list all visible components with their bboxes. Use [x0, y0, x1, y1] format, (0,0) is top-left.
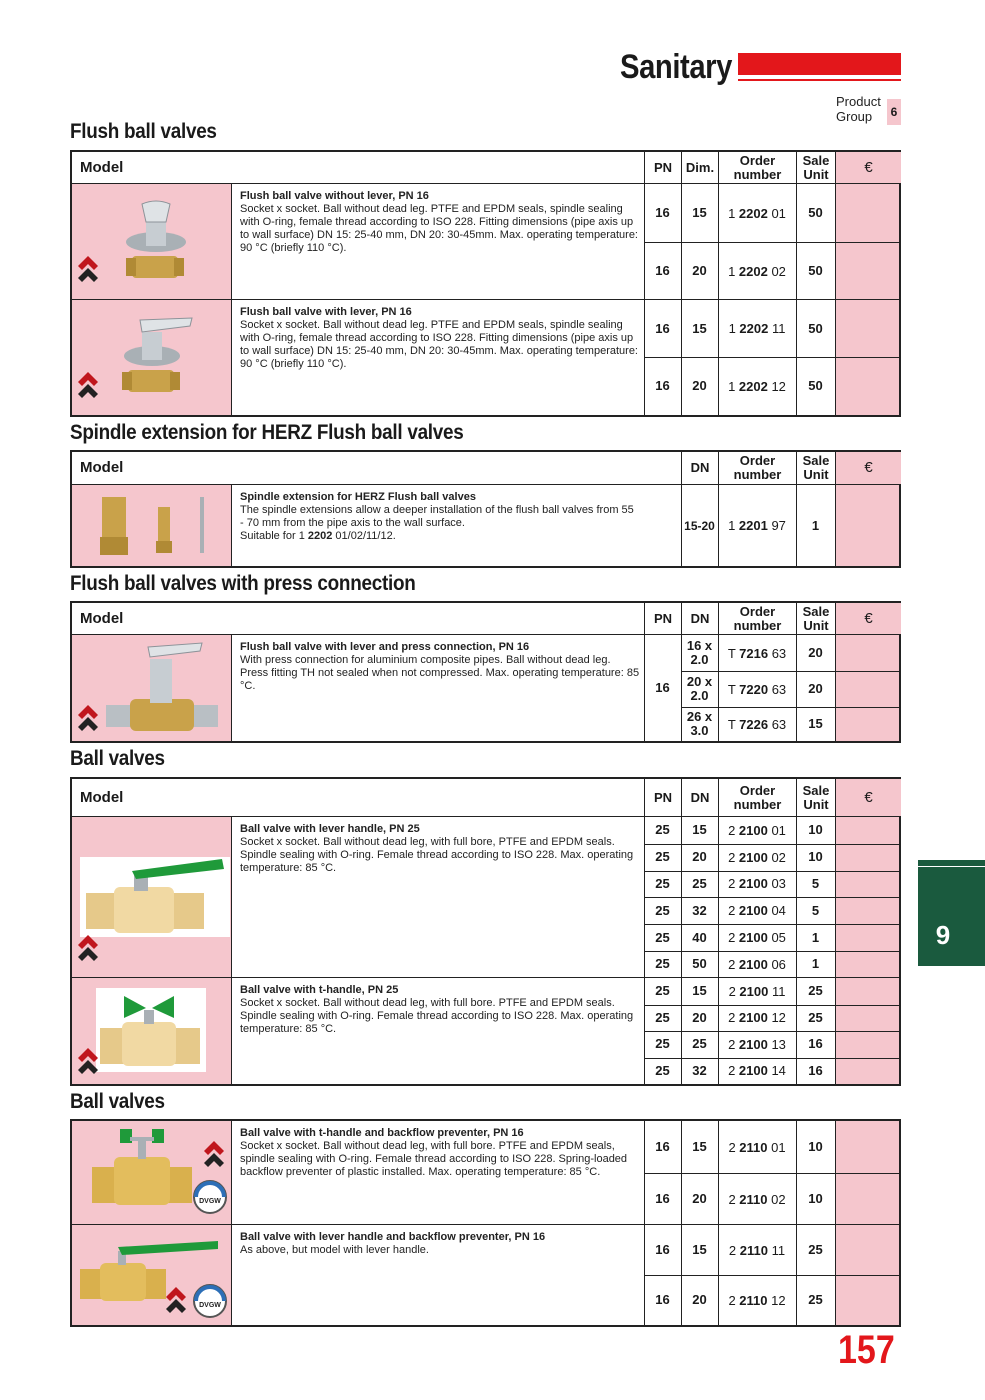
dvgw-certification-icon: [192, 1283, 228, 1319]
product-image-cell: [72, 635, 232, 741]
dn-value: 32: [692, 1062, 707, 1078]
dn-value: 50: [692, 956, 707, 972]
product-description: Flush ball valve without lever, PN 16 Socket x socket. Ball without dead leg. PTFE and EPDM seals, spindle sealing with O-ring, female thread according to ISO 228. Fitting dimensions (pipe axis up to wall surface) DN 15: 25-40 mm, DN 20: 30-45mm. Max. operating temperature: 90 °C (briefly 110 °C).: [240, 190, 638, 254]
herz-logo-icon: [164, 1285, 188, 1319]
order-number: 2 2100 12: [728, 1010, 786, 1026]
herz-logo-icon: [76, 703, 100, 737]
sale-unit-value: 1: [811, 956, 820, 972]
herz-logo-icon: [76, 933, 100, 967]
order-number: T 7220 63: [727, 681, 787, 697]
table-header: Model PN DN Order number Sale Unit €: [72, 603, 899, 635]
page-title: Sanitary: [620, 48, 732, 86]
ball-valve-t-handle-image: [96, 988, 206, 1072]
herz-logo-icon: [76, 1046, 100, 1080]
order-number: 2 2110 02: [728, 1191, 786, 1207]
section-title-ball-valves-backflow: Ball valves: [70, 1090, 165, 1113]
pn-value: 25: [655, 1036, 670, 1052]
order-number: 2 2100 03: [728, 876, 786, 892]
herz-logo-icon: [76, 370, 100, 404]
product-description: Ball valve with lever handle and backflow preventer, PN 16 As above, but model with lever handle.: [240, 1231, 546, 1256]
dn-value: 25: [692, 875, 707, 891]
flush-valve-image: [112, 198, 192, 284]
sale-unit-value: 16: [808, 1036, 823, 1052]
product-row: [72, 978, 899, 1084]
pn-value: 25: [655, 849, 670, 865]
table-header: Model PN DN Order number Sale Unit €: [72, 779, 899, 817]
order-number: 1 2202 12: [728, 378, 786, 394]
table-ball-valves-backflow: [70, 1119, 901, 1327]
sale-unit-value: 10: [808, 822, 823, 838]
pn-value: 16: [655, 1139, 670, 1154]
ball-valve-lever-image: [80, 857, 230, 937]
product-description: Flush ball valve with lever, PN 16 Socket x socket. Ball without dead leg. PTFE and EPDM seals, spindle sealing with O-ring, female thread according to ISO 228. Fitting dimensions (pipe axis up to wall surface) DN 15: 25-40 mm, DN 20: 30-45mm. Max. operating temperature: 90 °C (briefly 110 °C).: [240, 306, 638, 370]
pn-value: 25: [655, 929, 670, 945]
product-description: Ball valve with t-handle, PN 25 Socket x socket. Ball without dead leg, with full bore. PTFE and EPDM seals. Spindle sealing with O-ring. Female thread according to ISO 228. Max. operating temperature: 85 °C.: [240, 984, 634, 1035]
dn-value: 20: [692, 1292, 707, 1307]
product-image-cell: [72, 978, 232, 1084]
pn-value: 25: [655, 983, 670, 999]
pn-value: 25: [655, 956, 670, 972]
sale-unit-value: 16: [808, 1062, 823, 1078]
product-group-number: 6: [887, 99, 901, 125]
dn-value: 40: [692, 929, 707, 945]
pn-value: 25: [655, 1062, 670, 1078]
dn-value: 15: [692, 983, 707, 999]
herz-logo-icon: [76, 254, 100, 288]
dn-value: 20: [692, 849, 707, 865]
product-row: Flush ball valve with lever, PN 16 Socket x socket. Ball without dead leg. PTFE and EPDM seals, spindle sealing with O-ring, female thread according to ISO 228. Fitting dimensions (pipe axis up to wall surface) DN 15: 25-40 mm, DN 20: 30-45mm. Max. operating temperature: 90 °C (briefly 110 °C). 16 15 1 2202 11 50 16 20 1 2202 12 50: [72, 300, 899, 415]
press-valve-image: [102, 639, 222, 735]
product-row: Flush ball valve with lever and press connection, PN 16 With press connection for aluminium composite pipes. Ball without dead leg. Press fitting TH not sealed when not compressed. Max. operating temperature: 85 °C. 16 16 x 2.0 T 7216 63 20 20 x 2.0 T 7220 63 20 26 x 3.0 T 7226 63 15: [72, 635, 899, 741]
order-number: 2 2100 04: [728, 903, 786, 919]
flush-valve-lever-image: [112, 312, 198, 398]
order-number: 2 2100 01: [728, 822, 786, 838]
sale-unit-value: 25: [808, 1009, 823, 1025]
dn-value: 25: [692, 1036, 707, 1052]
product-description: Ball valve with lever handle, PN 25 Socket x socket. Ball without dead leg, with full bore, PTFE and EPDM seals. Spindle sealing with O-ring. Female thread according to ISO 228. Max. operating temperature: 85 °C.: [240, 823, 634, 874]
product-description: Ball valve with t-handle and backflow preventer, PN 16 Socket x socket. Ball without dead leg, with full bore. PTFE and EPDM seals, spindle sealing with O-ring. Female thread according to ISO 228. Spring-loaded backflow preventer of plastic installed. Max. operating temperature: 85 °C.: [240, 1127, 628, 1178]
sale-unit-value: 5: [811, 875, 820, 891]
page-number: 157: [838, 1328, 895, 1372]
product-row: Spindle extension for HERZ Flush ball valves The spindle extensions allow a deeper installation of the flush ball valves from 55 - 70 mm from the pipe axis to the wall surface. Suitable for 1 2202 01/02/11/12. 15-20 1 2201 97 1: [72, 485, 899, 566]
sale-unit-value: 10: [808, 849, 823, 865]
table-spindle-extension: [70, 450, 901, 568]
product-row: [72, 817, 899, 978]
table-header: Model DN Order number Sale Unit €: [72, 452, 899, 485]
order-number: 2 2100 05: [728, 930, 786, 946]
order-number: T 7226 63: [727, 716, 787, 732]
table-header: Model PN Dim. Order number Sale Unit €: [72, 152, 899, 184]
spindle-extension-image: [96, 493, 216, 559]
order-number: 2 2100 13: [728, 1036, 786, 1052]
pn-value: 16: [655, 1242, 670, 1257]
svg-text:DVGW: DVGW: [199, 1302, 221, 1309]
dn-value: 15: [692, 1242, 707, 1257]
order-number: 2 2100 14: [728, 1063, 786, 1079]
sale-unit-value: 10: [808, 1191, 823, 1206]
order-number: 2 2100 06: [728, 956, 786, 972]
sale-unit-value: 25: [808, 983, 823, 999]
order-number: T 7216 63: [727, 645, 787, 661]
header-accent-bar: [738, 53, 901, 75]
pn-value: 16: [655, 1292, 670, 1307]
dn-value: 15: [692, 1139, 707, 1154]
sale-unit-value: 1: [811, 929, 820, 945]
dn-value: 15: [692, 822, 707, 838]
product-image-cell: [72, 300, 232, 415]
product-row: [72, 1121, 899, 1225]
product-image-cell: [72, 1121, 232, 1224]
section-title-flush-ball-valves: Flush ball valves: [70, 120, 217, 143]
svg-text:DVGW: DVGW: [199, 1198, 221, 1205]
pn-value: 25: [655, 822, 670, 838]
section-title-spindle-extension: Spindle extension for HERZ Flush ball valves: [70, 421, 464, 444]
dvgw-certification-icon: [192, 1179, 228, 1215]
section-title-press-connection: Flush ball valves with press connection: [70, 572, 416, 595]
product-image-cell: [72, 1225, 232, 1325]
order-number: 2 2110 11: [728, 1242, 786, 1258]
chapter-tab-number: 9: [935, 920, 951, 950]
table-press-connection: [70, 601, 901, 743]
section-title-ball-valves: Ball valves: [70, 747, 165, 770]
header-accent-line: [738, 79, 901, 81]
table-flush-ball-valves: [70, 150, 901, 417]
order-number: 1 2202 02: [728, 263, 786, 279]
sale-unit-value: 25: [808, 1292, 823, 1307]
dn-value: 32: [692, 902, 707, 918]
pn-value: 25: [655, 875, 670, 891]
order-number: 1 2201 97: [728, 518, 786, 533]
order-number: 2 2110 12: [728, 1292, 786, 1308]
order-number: 2 2100 02: [728, 849, 786, 865]
ball-valve-backflow-t-handle-image: [90, 1127, 194, 1215]
table-ball-valves: [70, 777, 901, 1086]
dn-value: 20: [692, 1191, 707, 1206]
pn-value: 16: [655, 1191, 670, 1206]
product-image-cell: [72, 184, 232, 299]
pn-value: 25: [655, 1009, 670, 1025]
product-image-cell: [72, 817, 232, 977]
order-number: 2 2110 01: [728, 1139, 786, 1155]
pn-value: 25: [655, 902, 670, 918]
sale-unit-value: 5: [811, 902, 820, 918]
product-description: Spindle extension for HERZ Flush ball valves The spindle extensions allow a deeper installation of the flush ball valves from 55 - 70 mm from the pipe axis to the wall surface. Suitable for 1 2202 01/02/11/12.: [240, 491, 634, 542]
product-image-cell: [72, 485, 232, 566]
order-number: 2 2100 11: [728, 983, 786, 999]
herz-logo-icon: [202, 1139, 226, 1173]
sale-unit-value: 10: [808, 1139, 823, 1154]
product-description: Flush ball valve with lever and press connection, PN 16 With press connection for aluminium composite pipes. Ball without dead leg. Press fitting TH not sealed when not compressed. Max. operating temperature: 85 °C.: [240, 641, 640, 692]
product-group-label: Product Group: [836, 94, 881, 124]
order-number: 1 2202 01: [728, 205, 786, 221]
product-row: Flush ball valve without lever, PN 16 Socket x socket. Ball without dead leg. PTFE and EPDM seals, spindle sealing with O-ring, female thread according to ISO 228. Fitting dimensions (pipe axis up to wall surface) DN 15: 25-40 mm, DN 20: 30-45mm. Max. operating temperature: 90 °C (briefly 110 °C). 16 15 1 2202 01 50 16 20 1 2202 02 50: [72, 184, 899, 300]
order-number: 1 2202 11: [728, 321, 786, 336]
sale-unit-value: 25: [808, 1242, 823, 1257]
dn-value: 20: [692, 1009, 707, 1025]
product-row: [72, 1225, 899, 1325]
